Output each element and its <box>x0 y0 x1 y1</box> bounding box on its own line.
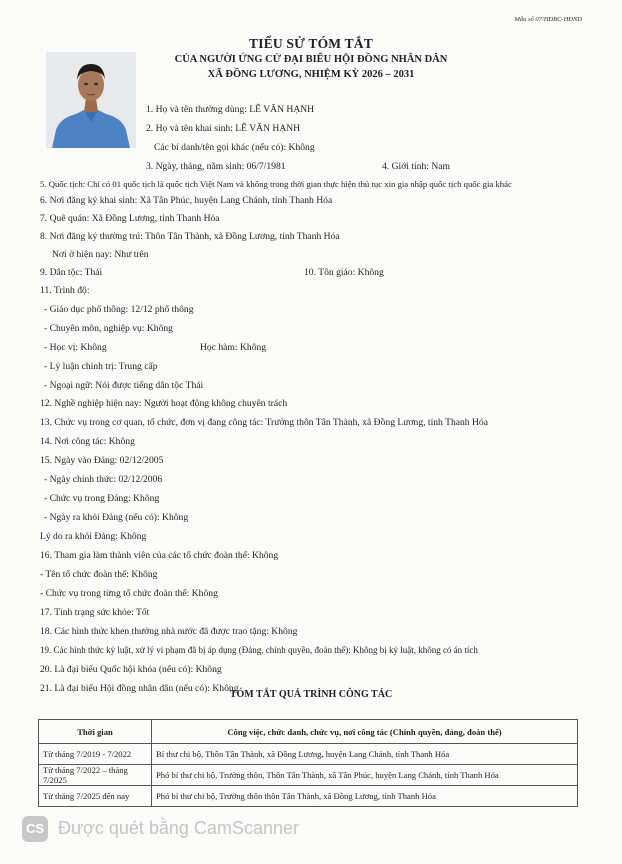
line-birth-name: 2. Họ và tên khai sinh: LÊ VĂN HẠNH <box>146 123 301 134</box>
form-code: Mẫu số 07/HĐBC-HĐND <box>514 16 582 23</box>
line-permanent-residence: 8. Nơi đăng ký thường trú: Thôn Tân Thành, xã Đồng Lương, tỉnh Thanh Hóa <box>40 231 340 242</box>
line-organization-position: - Chức vụ trong từng tổ chức đoàn thể: Không <box>40 588 218 599</box>
cell-period: Từ tháng 7/2025 đến nay <box>39 786 152 807</box>
line-hometown: 7. Quê quán: Xã Đồng Lương, tỉnh Thanh Hóa <box>40 213 220 224</box>
document-title: TIỂU SỬ TÓM TẮT <box>249 36 373 51</box>
camscanner-logo-icon: CS <box>22 816 48 842</box>
line-party-leave-date: - Ngày ra khỏi Đảng (nếu có): Không <box>44 512 189 523</box>
line-birth-date: 3. Ngày, tháng, năm sinh: 06/7/1981 <box>146 161 286 172</box>
line-current-residence: Nơi ở hiện nay: Như trên <box>52 249 149 260</box>
line-religion: 10. Tôn giáo: Không <box>304 267 384 278</box>
line-party-join-date: 15. Ngày vào Đảng: 02/12/2005 <box>40 455 164 466</box>
work-history-table <box>38 719 578 807</box>
camscanner-text: Được quét bằng CamScanner <box>58 818 299 838</box>
line-qualifications: 11. Trình độ: <box>40 285 90 296</box>
line-professional-skill: - Chuyên môn, nghiệp vụ: Không <box>44 323 173 334</box>
line-peoples-council: 21. Là đại biểu Hội đồng nhân dân (nếu có): Không <box>40 683 239 694</box>
line-workplace: 14. Nơi công tác: Không <box>40 436 135 447</box>
table-row <box>39 744 578 765</box>
line-common-name: 1. Họ và tên thường dùng: LÊ VĂN HẠNH <box>146 104 315 115</box>
line-occupation: 12. Nghề nghiệp hiện nay: Người hoạt động không chuyên trách <box>40 398 288 409</box>
line-aliases: Các bí danh/tên gọi khác (nếu có): Không <box>154 142 315 153</box>
line-ethnicity: 9. Dân tộc: Thái <box>40 267 103 278</box>
table-row <box>39 786 578 807</box>
line-party-official-date: - Ngày chính thức: 02/12/2006 <box>44 474 163 485</box>
document-subtitle-1: CỦA NGƯỜI ỨNG CỬ ĐẠI BIỂU HỘI ĐỒNG NHÂN DÂN <box>174 54 448 65</box>
line-discipline: 19. Các hình thức kỷ luật, xử lý vi phạm đã bị áp dụng (Đảng, chính quyền, đoàn thể): Không bị kỷ luật, không có án tích <box>40 645 478 655</box>
cell-duties: Bí thư chi bộ, Thôn Tân Thành, xã Đồng Lương, huyện Lang Chánh, tỉnh Thanh Hóa <box>152 744 578 765</box>
line-organization-membership: 16. Tham gia làm thành viên của các tổ chức đoàn thể: Không <box>40 550 279 561</box>
line-academic-degree: - Học vị: Không <box>44 342 107 353</box>
line-political-theory: - Lý luận chính trị: Trung cấp <box>44 361 158 372</box>
line-awards: 18. Các hình thức khen thưởng nhà nước đã được trao tặng: Không <box>40 626 298 637</box>
line-organization-name: - Tên tổ chức đoàn thể: Không <box>40 569 158 580</box>
line-general-education: - Giáo dục phổ thông: 12/12 phổ thông <box>44 304 194 315</box>
line-party-position: - Chức vụ trong Đảng: Không <box>44 493 160 504</box>
header-period: Thời gian <box>39 720 152 744</box>
cell-period: Từ tháng 7/2022 – tháng 7/2025 <box>39 765 152 786</box>
document-subtitle-2: XÃ ĐỒNG LƯƠNG, NHIỆM KỲ 2026 – 2031 <box>207 69 415 80</box>
cell-duties: Phó bí thư chi bộ, Trưởng thôn, Thôn Tân Thành, xã Tân Phúc, huyện Lang Chánh, tỉnh Thanh Hóa <box>152 765 578 786</box>
work-history-title: TÓM TẮT QUÁ TRÌNH CÔNG TÁC <box>229 689 393 700</box>
header-duties: Công việc, chức danh, chức vụ, nơi công tác (Chính quyền, đảng, đoàn thể) <box>152 720 578 744</box>
line-health: 17. Tình trạng sức khỏe: Tốt <box>40 607 150 618</box>
line-birth-registration: 6. Nơi đăng ký khai sinh: Xã Tân Phúc, huyện Lang Chánh, tỉnh Thanh Hóa <box>40 195 333 206</box>
line-academic-title: Học hàm: Không <box>200 342 267 353</box>
portrait-photo <box>46 52 136 148</box>
line-party-leave-reason: Lý do ra khỏi Đảng: Không <box>40 531 147 542</box>
cell-duties: Phó bí thư chi bộ, Trưởng thôn thôn Tân Thành, xã Đồng Lương, tỉnh Thanh Hóa <box>152 786 578 807</box>
line-nationality: 5. Quốc tịch: Chỉ có 01 quốc tịch là quốc tịch Việt Nam và không trong thời gian thực hiện thủ tục xin gia nhập quốc tịch quốc gia khác <box>40 179 512 189</box>
table-row <box>39 765 578 786</box>
line-position: 13. Chức vụ trong cơ quan, tổ chức, đơn vị đang công tác: Trưởng thôn Tân Thành, xã Đồng Lương, tỉnh Thanh Hóa <box>40 417 488 428</box>
table-header-row <box>39 720 578 744</box>
line-national-assembly: 20. Là đại biểu Quốc hội khóa (nếu có): Không <box>40 664 222 675</box>
cell-period: Từ tháng 7/2019 - 7/2022 <box>39 744 152 765</box>
line-foreign-language: - Ngoại ngữ: Nói được tiếng dân tộc Thái <box>44 380 204 391</box>
line-gender: 4. Giới tính: Nam <box>382 161 450 172</box>
